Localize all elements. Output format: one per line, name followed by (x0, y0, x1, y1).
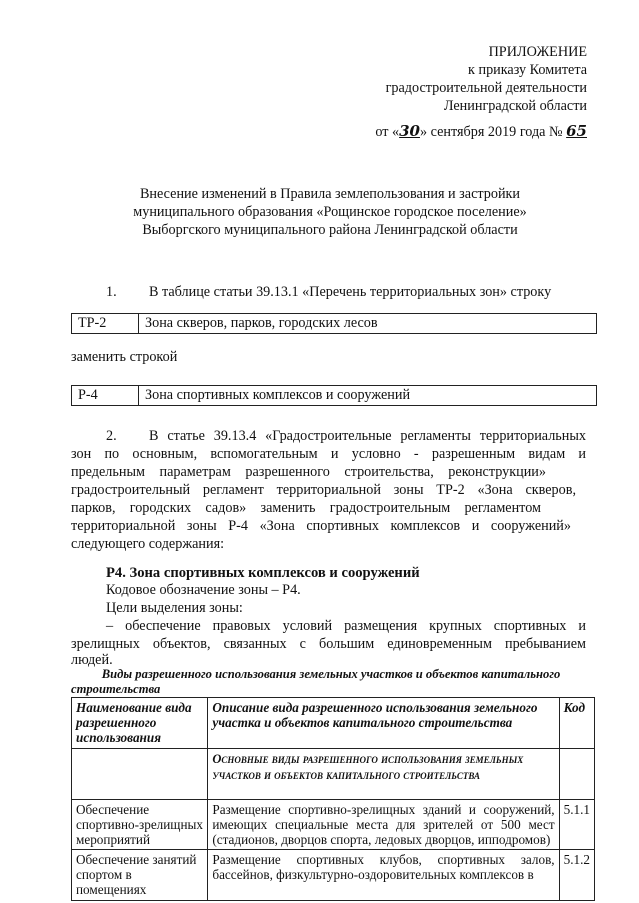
new-zone-name: Зона спортивных комплексов и сооружений (145, 387, 411, 403)
item2-line2: зон по основным, вспомогательным и условно - разрешенным видам и (71, 446, 586, 462)
item2-line7: следующего содержания: (71, 536, 225, 552)
item2-line1: В статье 39.13.4 «Градостроительные регламенты территориальных (149, 428, 586, 444)
item2-line4: градостроительный регламент территориальной зоны ТР-2 «Зона скверов, (71, 482, 576, 498)
doc-title-line2: муниципального образования «Рощинское городское поселение» (133, 204, 527, 220)
date-prefix: от « (375, 124, 400, 140)
header-col-name: Наименование вида разрешенного использования (72, 698, 208, 749)
item1-number: 1. (106, 284, 117, 300)
region-line: Ленинградской области (443, 98, 587, 114)
item2-number: 2. (106, 428, 117, 444)
date-mid: » сентября 2019 года № (419, 124, 563, 140)
table-section-row (72, 748, 595, 799)
zone-goals-label: Цели выделения зоны: (106, 600, 243, 616)
zone-goal-line2: зрелищных объектов, связанных с большим единовременным пребыванием (71, 636, 586, 652)
row-desc: Размещение спортивных клубов, спортивных залов, бассейнов, физкультурно-оздоровительных комплексов в (208, 850, 559, 901)
new-zone-row (71, 385, 597, 406)
order-ref-line: к приказу Комитета (468, 62, 587, 78)
row-name: Обеспечение занятий спортом в помещениях (72, 850, 208, 901)
row-name: Обеспечение спортивно-зрелищных мероприятий (72, 799, 208, 850)
committee-line: градостроительной деятельности (385, 80, 587, 96)
doc-title-line3: Выборгского муниципального района Ленинградской области (142, 222, 518, 238)
replace-text: заменить строкой (71, 349, 178, 365)
item2-line5: парков, городских садов» заменить градостроительным регламентом (71, 500, 541, 516)
section-title: Основные виды разрешенного использования земельных участков и объектов капитального строительства (208, 748, 559, 799)
section-empty-code (559, 748, 594, 799)
handwritten-number: 65 (566, 122, 587, 140)
doc-title-line1: Внесение изменений в Правила землепользования и застройки (139, 186, 521, 202)
zone-code-text: Кодовое обозначение зоны – Р4. (106, 582, 301, 598)
handwritten-day: 30 (399, 122, 420, 140)
section-empty-cell (72, 748, 208, 799)
uses-table (71, 697, 595, 901)
row-desc: Размещение спортивно-зрелищных зданий и сооружений, имеющих специальные места для зрителей от 500 мест (стадионов, дворцов спорта, ледовых дворцов, ипподромов) (208, 799, 559, 850)
uses-heading-line2: строительства (71, 682, 161, 696)
order-date-line (375, 122, 587, 141)
item2-line6: территориальной зоны Р-4 «Зона спортивных комплексов и сооружений» (71, 518, 571, 534)
old-zone-code: ТР-2 (72, 314, 139, 333)
table-row (72, 850, 595, 901)
item2-line3: предельным параметрам разрешенного строительства, реконструкции» (71, 464, 546, 480)
header-col-code: Код (559, 698, 594, 749)
new-zone-code: Р-4 (72, 386, 139, 405)
header-col-desc: Описание вида разрешенного использования земельного участка и объектов капитального строительства (208, 698, 559, 749)
zone-heading: Р4. Зона спортивных комплексов и сооружений (106, 565, 420, 581)
zone-goal-line3: людей. (71, 652, 113, 668)
row-code: 5.1.1 (559, 799, 594, 850)
table-header-row (72, 698, 595, 749)
old-zone-name: Зона скверов, парков, городских лесов (145, 315, 378, 331)
item1-text: В таблице статьи 39.13.1 «Перечень территориальных зон» строку (149, 284, 552, 300)
row-code: 5.1.2 (559, 850, 594, 901)
uses-heading-line1: Виды разрешенного использования земельных участков и объектов капитального (101, 667, 561, 681)
zone-goal-line1: – обеспечение правовых условий размещения крупных спортивных и (106, 618, 586, 634)
table-row (72, 799, 595, 850)
appendix-label: ПРИЛОЖЕНИЕ (488, 44, 587, 60)
old-zone-row (71, 313, 597, 334)
